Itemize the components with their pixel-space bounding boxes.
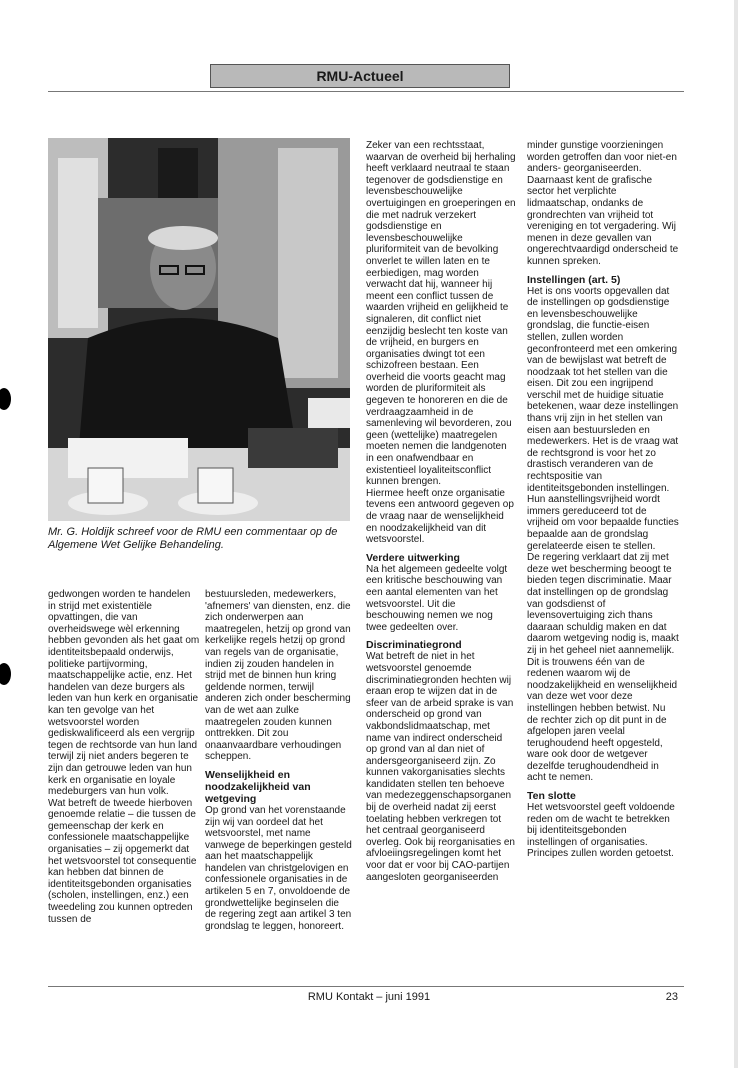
section-title: RMU-Actueel xyxy=(316,68,404,84)
paragraph: Op grond van het vorenstaande zijn wij van oordeel dat het wetsvoorstel, met name vanwege de beperkingen gesteld aan het maatschappelijk handelen van christgelovigen en confessionele organisaties in de artikelen 5 en 7, onvoldoende de grondwettelijke beginselen die de regering zegt aan artikel 3 ten grondslag te leggen, honoreert. xyxy=(205,804,352,932)
scan-edge xyxy=(734,0,738,1068)
paragraph: minder gunstige voorzieningen worden getroffen dan voor niet-en anders- georganiseerden. Daarnaast kent de grafische sector het verplichte lidmaatschap, ondanks de grondrechten van vrijheid tot vereniging en tot vergadering. Wij menen in deze gevallen van ongerechtvaardigd onderscheid te kunnen spreken. xyxy=(527,140,679,267)
punch-hole xyxy=(0,388,11,410)
paragraph: gedwongen worden te handelen in strijd met existentiële opvattingen, die van overheidswege wèl erkenning hebben gevonden als het gaat om identiteitsbepaald onderwijs, politieke partijvorming, maatschappelijke actie, enz. Het handelen van deze burgers als leden van hun kerk en organisatie kan ten gevolge van het wetsvoorstel worden gediskwalificeerd als een vergrijp tegen de rechtsorde van hun land terwijl zij niet anders begeren te zijn dan getrouwe leden van hun kerk en organisatie en loyale medeburgers van hun volk. xyxy=(48,589,200,798)
paragraph: bestuursleden, medewerkers, 'afnemers' van diensten, enz. die zich onderwerpen aan maatregelen, hetzij op grond van kerkelijke regels hetzij op grond van regels van de organisatie, indien zij zouden handelen in strijd met de binnen hun kring geldende normen, terwijl anderen zich onder bescherming van de wet aan zulke maatregelen zouden kunnen onttrekken. Dit zou onaanvaardbare verhoudingen scheppen. xyxy=(205,589,351,763)
header-rule xyxy=(48,91,684,92)
text-column-1 xyxy=(48,589,200,925)
subheading: Discriminatiegrond xyxy=(366,639,462,652)
paragraph: Na het algemeen gedeelte volgt een kritische beschouwing van een aantal elementen van het wetsvoorstel. Uit die beschouwing nemen we nog twee gedeelten over. xyxy=(366,563,508,633)
subheading: Instellingen (art. 5) xyxy=(527,273,621,286)
paragraph: Het wetsvoorstel geeft voldoende reden om de wacht te betrekken bij identiteitsgebonden instellingen of organisaties. Principes zullen worden getoetst. xyxy=(527,802,675,860)
paragraph: Hiermee heeft onze organisatie tevens een antwoord gegeven op de vraag naar de wenselijkheid en noodzakelijkheid van dit wetsvoorstel. xyxy=(366,487,514,546)
subheading: Verdere uitwerking xyxy=(366,551,460,564)
paragraph: Wat betreft de tweede hierboven genoemde relatie – die tussen de gemeenschap der kerk en confessionele maatschappelijke organisaties – zij opgemerkt dat het wetsvoorstel tot consequentie kan hebben dat binnen de identiteitsgebonden organisaties (scholen, instellingen, enz.) een tweedeling zou kunnen optreden tussen de xyxy=(48,797,197,925)
paragraph: Het is ons voorts opgevallen dat de instellingen op godsdienstige en levensbeschouwelijke grondslag, die functie-eisen stellen, zullen worden geconfronteerd met een omkering van de bewijslast wat betreft de noodzaak tot het stellen van die eisen. Dit zou een ingrijpend verschil met de huidige situatie betekenen, waar deze instellingen thans vrij zijn in het stellen van eisen aan bestuursleden en medewerkers. Het is de vraag wat de rechtsgrond is voor het zo drastisch veranderen van de rechtspositie van identiteitsgebonden instellingen. Hun aanstellingsvrijheid wordt immers gereduceerd tot de vrijheid om voor bepaalde functies bepaalde aan de grondslag gerelateerde eisen te stellen. xyxy=(527,285,679,552)
text-column-3 xyxy=(366,140,516,883)
footer-publication: RMU Kontakt – juni 1991 xyxy=(307,991,431,1003)
text-column-4 xyxy=(527,140,679,860)
subheading: Wenselijkheid en noodzakelijkheid van wetgeving xyxy=(205,768,311,805)
subheading: Ten slotte xyxy=(527,790,576,803)
paragraph: Zeker van een rechtsstaat, waarvan de overheid bij herhaling heeft verklaard neutraal te staan tegenover de godsdienstige en levensbeschouwelijke overtuigingen en groeperingen en die met nadruk verzekert godsdienstige en levensbeschouwelijke pluriformiteit van de bevolking onverlet te willen laten en te eerbiedigen, mag worden verwacht dat hij, wanneer hij meent een conflict tussen de waarden vrijheid en gelijkheid te signaleren, dit conflict niet eenzijdig beslecht ten koste van de vrijheid, en burgers en organisaties dwingt tot een schizofreen bestaan. Een overheid die voorts geacht mag worden de pluriformiteit als gegeven te honoreren en die de verdraagzaamheid in de samenleving wil bevorderen, zou geen (wettelijke) maatregelen moeten nemen die landgenoten in een onafwendbaar en existentieel loyaliteitsconflict kunnen brengen. xyxy=(366,140,516,488)
punch-hole xyxy=(0,663,11,685)
paragraph: Wat betreft de niet in het wetsvoorstel genoemde discriminatiegronden hechten wij eraan erop te wijzen dat in de sfeer van de arbeid sprake is van onderscheid op grond van vakbondslidmaatschap, met name van indirect onderscheid op grond van al dan niet of andersgeorganiseerd zijn. Zo kunnen vakorganisaties slechts kandidaten stellen ten behoeve van medezeggenschapsorganen bij de overheid nadat zij eerst toelating hebben verkregen tot het centraal georganiseerd overleg. Ook bij reorganisaties en afvloeiingsregelingen komt het voor dat er voor bij CAO-partijen aangesloten georganiseerden xyxy=(366,651,515,883)
section-header xyxy=(210,64,510,88)
page-number: 23 xyxy=(665,991,678,1003)
footer-rule xyxy=(48,986,684,987)
paragraph: De regering verklaart dat zij met deze wet bescherming beoogt te bieden tegen discriminatie. Maar dat instellingen op de grondslag van godsdienst of levensovertuiging zich thans daaraan schuldig maken en dat daarom wetgeving nodig is, maakt zij in het geheel niet aannemelijk. Dit is trouwens één van de redenen waarom wij de noodzakelijkheid en wenselijkheid van deze wet voor deze instellingen hebben betwist. Nu de rechter zich op dit punt in de afgelopen jaren veelal terughoudend heeft opgesteld, ware ook door de wetgever dezelfde terughoudendheid in acht te nemen. xyxy=(527,552,679,784)
portrait-photo xyxy=(48,138,350,521)
text-column-2 xyxy=(205,589,352,932)
photo-caption: Mr. G. Holdijk schreef voor de RMU een commentaar op de Algemene Wet Gelijke Behandeling. xyxy=(48,526,338,551)
